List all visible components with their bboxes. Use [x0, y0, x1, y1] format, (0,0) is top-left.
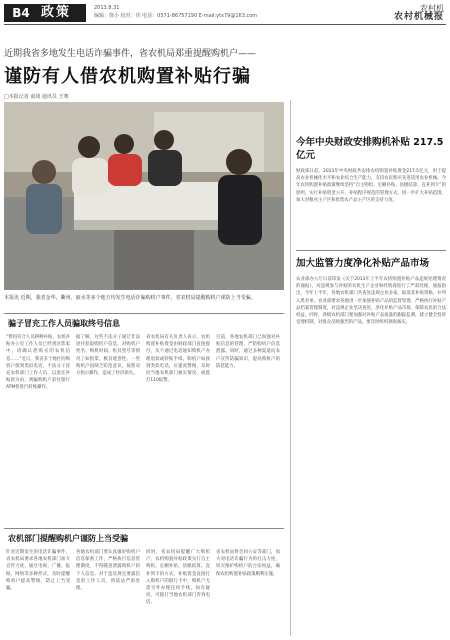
section2-title: 骗子冒充工作人员骗取终号信息	[8, 319, 120, 328]
header-meta	[94, 4, 257, 20]
section-tab	[4, 4, 88, 22]
lead-subtitle: 近期我省多地发生电话诈骗事件，省农机局郑重提醒购机户——	[4, 49, 257, 59]
header-divider	[4, 24, 446, 25]
paper-name-bottom: 农村机械报	[393, 12, 444, 22]
section2-column: “赞再符合人员耕种补贴，农机补贴办公室工作人员已经到达您家中，请确认您购买的农机信息……”近日，我省多个地区的购机户接到类似电话。不法分子冒充农机部门工作人员，以退还补贴款为由，诱骗购机户前往银行ATM机进行转账操作。	[6, 335, 70, 391]
lead-photo	[4, 102, 284, 290]
editor-contact: 编辑：徐小 校对：伟 电话：0571-86757190 E-mail:ytx79@163.com	[94, 13, 258, 19]
sidebar-headline-2: 加大监管力度净化补贴产品市场	[296, 258, 430, 270]
section2-divider	[4, 313, 284, 314]
section3-body	[6, 549, 284, 637]
issue-date: 2013.8.31	[94, 5, 120, 11]
section2-column: 据了解，这些不法分子通过非法途径获取购机户信息，对购机户姓名、购机时间、机具型号等情况了如指掌，极具迷惑性。一些购机户因缺乏防范意识，按照对方指示操作，造成了经济损失。	[76, 335, 140, 377]
lead-photo-image	[4, 102, 284, 290]
lead-headline: 谨防有人借农机购置补贴行骗	[4, 66, 251, 87]
section3-title: 农机部门提醒购机户谨防上当受骗	[8, 534, 128, 543]
lead-byline: □本报记者 俞琦 通讯员 王骞	[4, 94, 69, 100]
section3-column: 同时，省农机局提醒广大购机户，农机购置补贴政策实行自主购机、定额补贴、县级结算、直补到卡的方式，补贴资金直接打入购机户的银行卡中，购机户无需另外办理任何手续。如有疑问，可拨打当地农机部门咨询电话。	[146, 550, 210, 606]
section3-column: 针对近期发生的电话诈骗事件，省农机局要求各地农机部门加大宣传力度，通过电视、广播、报纸、网络等多种形式，及时提醒购机户提高警惕，防止上当受骗。	[6, 550, 70, 592]
lead-caption: 本报讯 近期，我省金华、衢州、丽水等多个地方均发生电话诈骗购机户事件，省农机局提醒购机户谨防上当受骗。	[4, 295, 256, 301]
section3-divider	[4, 528, 284, 529]
sidebar-articles	[296, 102, 446, 326]
section2-body	[6, 334, 284, 526]
section2-column: 省农机局有关负责人表示，农机购置补贴资金由财政部门直接拨付，从不通过电话通知购机户办理退款或转账手续。购机户如接到类似电话，应提高警惕，及时向当地农机部门核实情况，或拨打110报警。	[146, 335, 210, 384]
section2-column: 目前，各地农机部门已加强对补贴信息的管理，严防购机户信息泄露。同时，通过多种渠道向农户宣传防骗知识，提高购机户的防范能力。	[216, 335, 280, 369]
section3-column: 省农机局将会同公安等部门，加大对电话诈骗行为的打击力度，切实维护购机户的合法权益，确保农机购置补贴政策顺利实施。	[216, 550, 280, 577]
sidebar-body-2: 农业部办公厅日前印发《关于2013年上半年农机购置补贴产品违规处理情况的通报》，对违规参与补贴的农机生产企业和经销商进行了严肃处理。通报指出，今年上半年，各地农机部门共查处违规企业多家，取消其补贴资格，并列入黑名单。农业部要求各地进一步加强补贴产品的监督管理，严格执行补贴产品档案管理制度，对违规企业坚决查处，净化补贴产品市场，保障农民的合法权益。同时，各级农机部门要加强对补贴产品质量的跟踪监测，建立健全投诉受理机制，对群众反映强烈的产品，要及时组织调查核实。	[296, 277, 446, 326]
sidebar-divider	[296, 250, 446, 251]
page-number: B4	[4, 4, 38, 22]
sidebar-body-1: 财政部日前，2013年中央财政共安排农机购置补贴资金217.5亿元，用于提高农业机械化水平和农业综合生产能力，支持农民购买先进适用农业机械。今年农机购置补贴政策继续坚持“自主购机、定额补贴、县级结算、直补到卡”的原则，实行补贴资金公开、补贴程序规范的管理方式，进一步扩大补贴范围，加大对粮食主产区和优势农产品主产区的支持力度。	[296, 169, 446, 203]
section3-column: 各地农机部门要认真做好购机户信息保密工作，严格执行信息管理制度，不得随意泄露购机户的个人信息。对于违反规定泄露信息的工作人员，将依法严肃处理。	[76, 550, 140, 592]
paper-nameplate	[394, 4, 444, 22]
section-name: 政策	[38, 4, 86, 22]
column-divider	[290, 100, 291, 636]
page-header	[4, 4, 446, 22]
paper-name-top: 农村机	[420, 4, 444, 13]
sidebar-headline-1: 今年中央财政安排购机补贴 217.5 亿元	[296, 137, 444, 161]
